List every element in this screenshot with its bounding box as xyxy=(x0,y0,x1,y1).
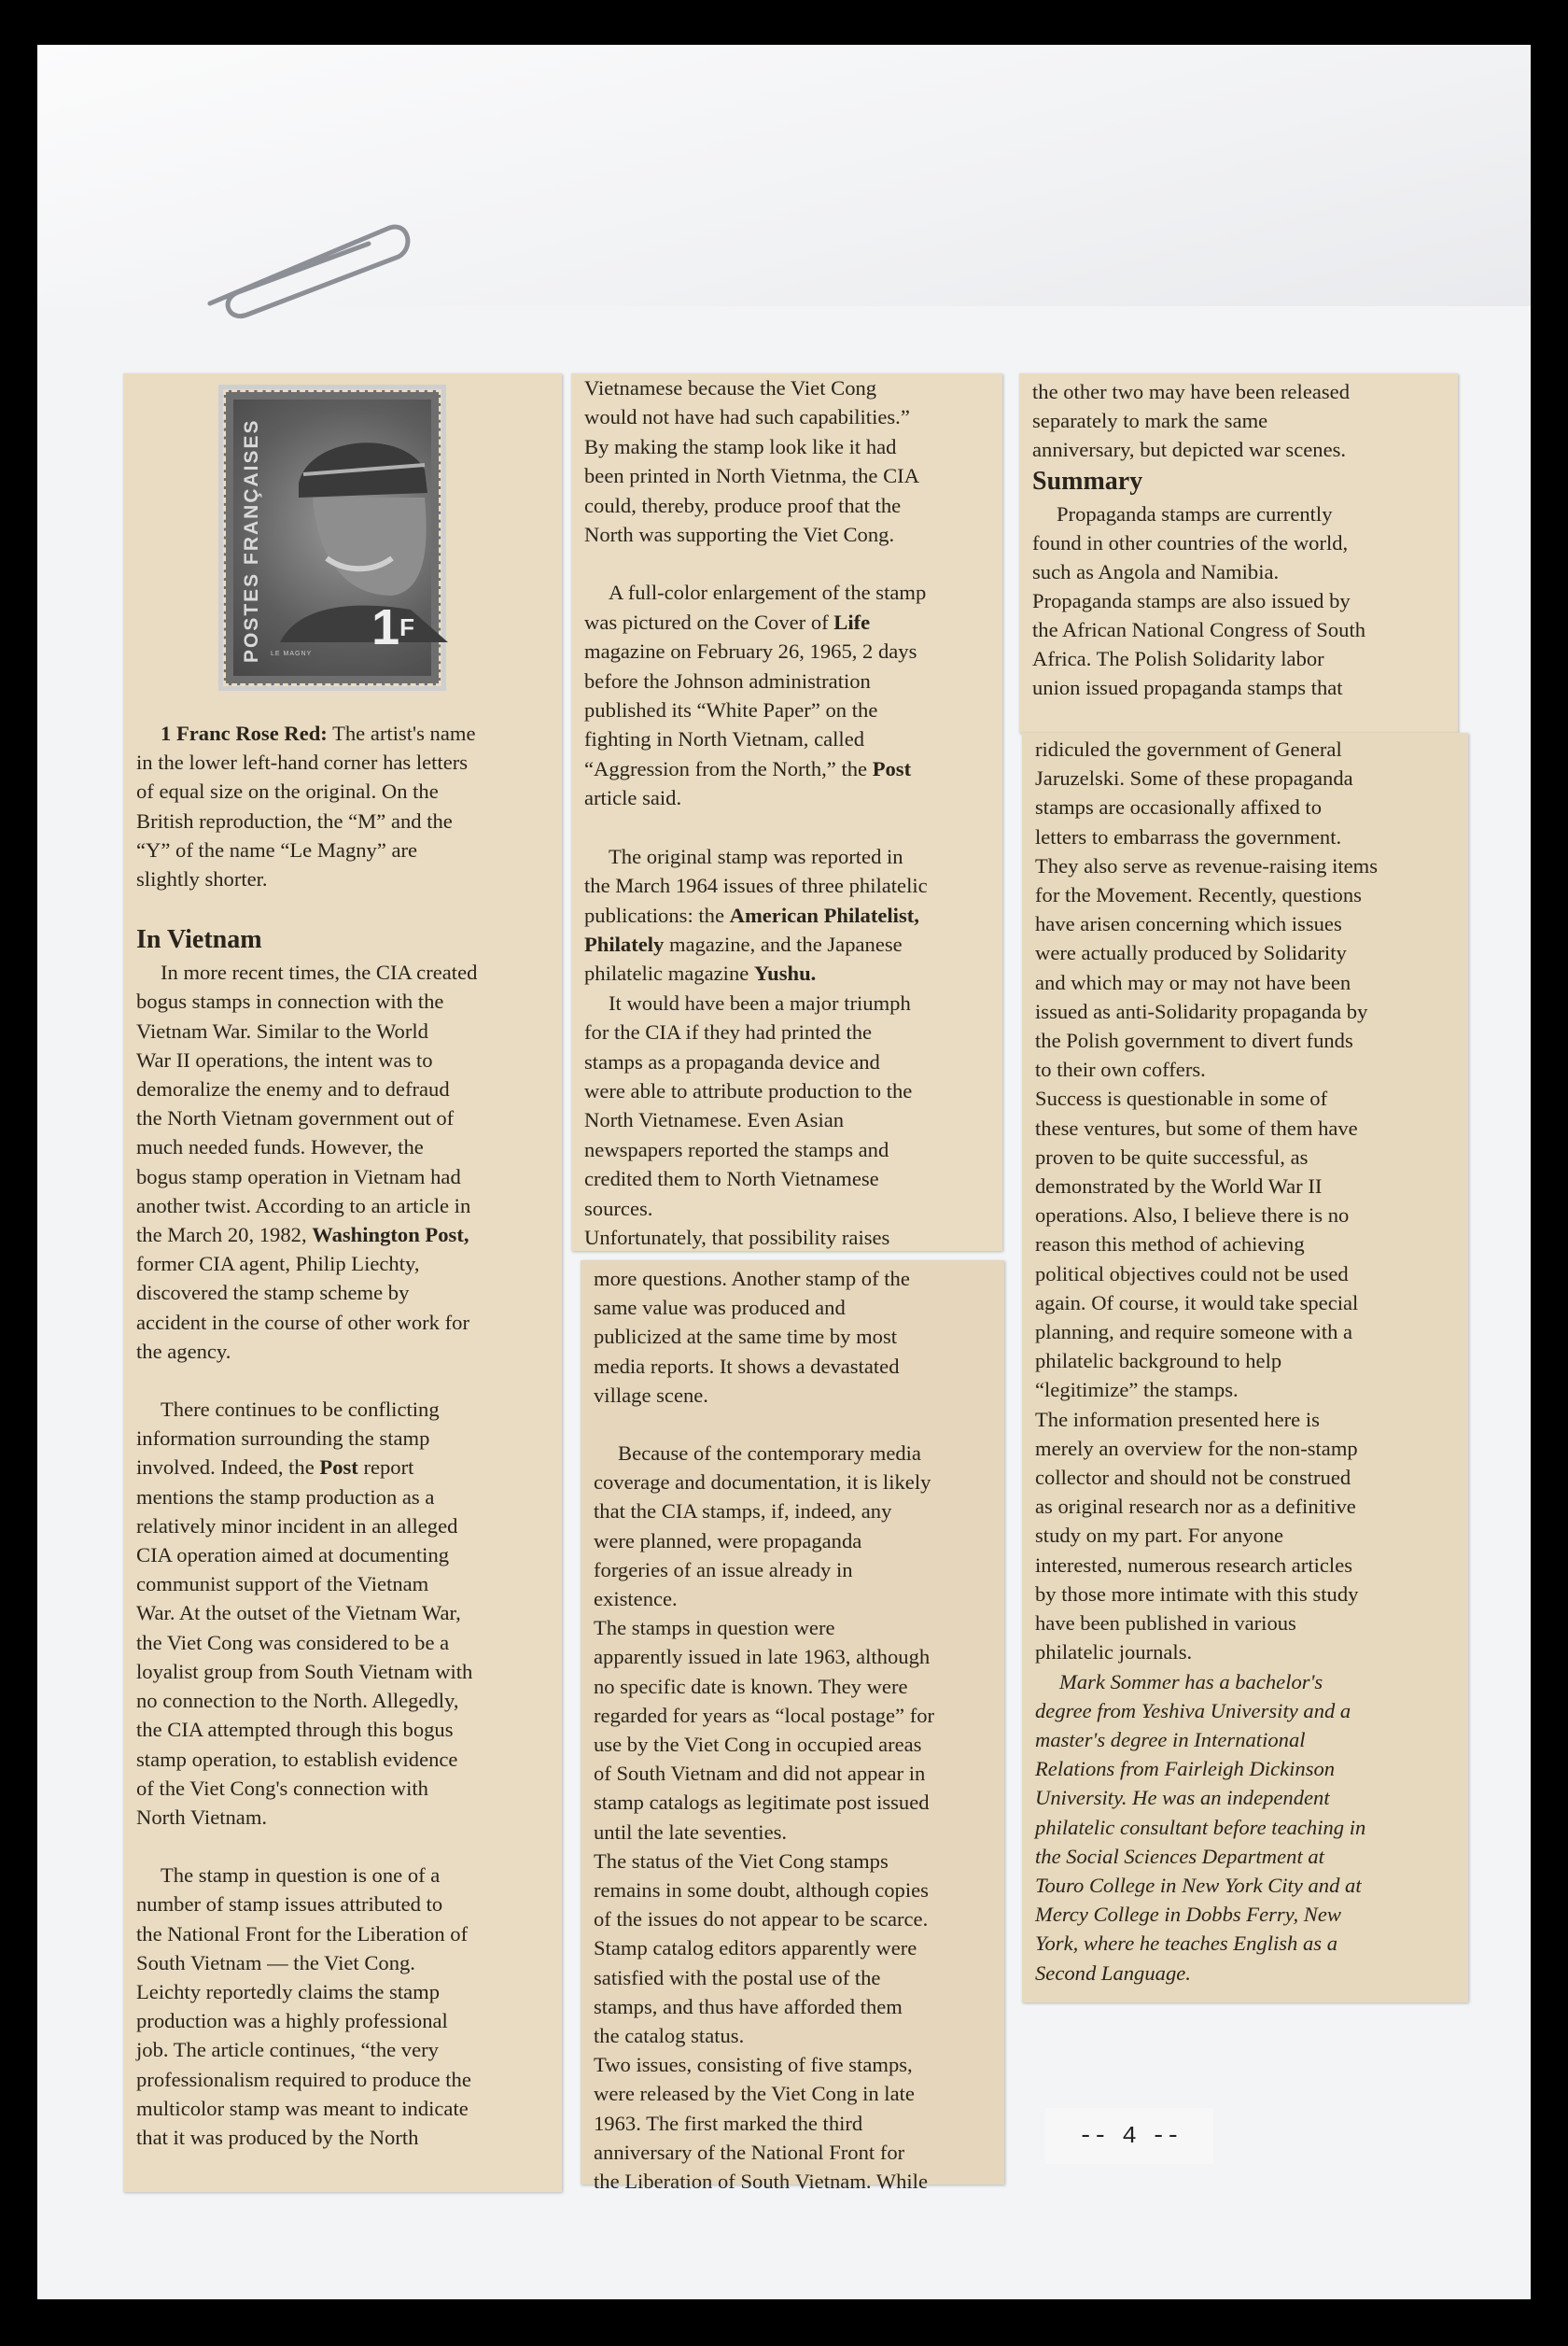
text-line: There continues to be conflicting xyxy=(161,1398,440,1422)
paragraph xyxy=(594,1264,991,1410)
paragraph: A full-color enlargement of the stamp was pictured on the Cover of Life magazine on February 26, 1965, 2 days before the Johnson administration published its “White Paper” on the fighting in North Vietnam, called “Aggression from the North,” the Post article said. xyxy=(584,581,927,810)
author-bio xyxy=(1035,1667,1455,1988)
text-line: professionalism required to produce the xyxy=(136,2067,471,2091)
text-line: Africa. The Polish Solidarity labor xyxy=(1032,647,1324,670)
text-line: University. He was an independent xyxy=(1035,1786,1330,1810)
text-line: that the CIA stamps, if, indeed, any xyxy=(594,1499,892,1524)
stamp-portrait xyxy=(233,400,431,676)
text-line: job. The article continues, “the very xyxy=(136,2038,439,2062)
text-line: were planned, were propaganda xyxy=(594,1528,862,1552)
text-line: bogus stamp operation in Vietnam had xyxy=(136,1164,461,1188)
text-line: interested, numerous research articles xyxy=(1035,1552,1353,1577)
text-line: separately to mark the same xyxy=(1032,409,1268,432)
text-line: “legitimize” the stamps. xyxy=(1035,1378,1239,1402)
text-line: more questions. Another stamp of the xyxy=(594,1267,910,1290)
text-line: no connection to the North. Allegedly, xyxy=(136,1689,459,1713)
text-line: of the issues do not appear to be scarce. xyxy=(594,1907,929,1932)
text-line: magazine, and the Japanese xyxy=(664,932,903,956)
text-line: Mercy College in Dobbs Ferry, New xyxy=(1035,1903,1341,1927)
text-line: By making the stamp look like it had xyxy=(584,434,897,458)
text-line: information surrounding the stamp xyxy=(136,1426,430,1451)
text-line: philatelic journals. xyxy=(1035,1640,1193,1665)
stamp-caption: 1 Franc Rose Red: The artist's name in the lower left-hand corner has letters of equal size on the original. On the British reproduction, the “M” and the “Y” of the name “Le Magny” are slightly shorter. xyxy=(136,722,476,892)
text-line: multicolor stamp was meant to indicate xyxy=(136,2096,469,2120)
text-line: stamps as a propaganda device and xyxy=(584,1049,880,1074)
text-line: credited them to North Vietnamese xyxy=(584,1167,879,1191)
text-line: regarded for years as “local postage” for xyxy=(594,1703,935,1727)
stamp-artist: LE MAGNY xyxy=(271,650,313,657)
text-line: the catalog status. xyxy=(594,2024,745,2048)
text-line: have been published in various xyxy=(1035,1611,1296,1636)
text-line: have arisen concerning which issues xyxy=(1035,912,1342,936)
text-line: such as Angola and Namibia. xyxy=(1032,560,1280,583)
text-line: these ventures, but some of them have xyxy=(1035,1116,1358,1140)
text-line: publications: the xyxy=(584,903,730,927)
text-line: demonstrated by the World War II xyxy=(1035,1174,1323,1199)
text-line: The original stamp was reported in xyxy=(609,844,903,868)
text-line: communist support of the Vietnam xyxy=(136,1572,429,1596)
text-line: stamp catalogs as legitimate post issued xyxy=(594,1791,930,1815)
text-line: British reproduction, the “M” and the xyxy=(136,808,453,833)
text-line: Propaganda stamps are currently xyxy=(1057,502,1333,526)
paragraph xyxy=(1032,377,1445,464)
text-line: The stamp in question is one of a xyxy=(161,1863,441,1888)
text-line: could, thereby, produce proof that the xyxy=(584,493,902,517)
text-line: existence. xyxy=(594,1587,678,1611)
text-line: publicized at the same time by most xyxy=(594,1325,898,1349)
text-line: the North Vietnam government out of xyxy=(136,1106,455,1131)
text-line: study on my part. For anyone xyxy=(1035,1524,1284,1548)
text-line: demoralize the enemy and to defraud xyxy=(136,1077,450,1102)
text-line: “Aggression from the North,” the xyxy=(584,756,873,780)
paragraph xyxy=(1035,735,1455,1667)
text-line: anniversary, but depicted war scenes. xyxy=(1032,438,1347,461)
text-line: were actually produced by Solidarity xyxy=(1035,941,1347,965)
text-line: collector and should not be construed xyxy=(1035,1466,1351,1490)
text-line: philatelic magazine xyxy=(584,962,754,986)
text-line: operations. Also, I believe there is no xyxy=(1035,1203,1350,1228)
text-line: was pictured on the Cover of xyxy=(584,610,834,634)
text-line: 1963. The first marked the third xyxy=(594,2111,863,2135)
paragraph xyxy=(584,989,989,1253)
text-line: the March 20, 1982, xyxy=(136,1223,313,1247)
text-line: philatelic consultant before teaching in xyxy=(1035,1815,1366,1839)
text-line: Because of the contemporary media xyxy=(618,1441,921,1466)
text-line: The information presented here is xyxy=(1035,1407,1320,1431)
text-line: discovered the stamp scheme by xyxy=(136,1281,410,1305)
paragraph xyxy=(136,1861,549,2152)
text-line: War II operations, the intent was to xyxy=(136,1047,433,1072)
text-line: Mark Sommer has a bachelor's xyxy=(1059,1669,1323,1693)
stamp-image xyxy=(218,385,446,691)
text-line: Jaruzelski. Some of these propaganda xyxy=(1035,766,1353,791)
text-line: issued as anti-Solidarity propaganda by xyxy=(1035,999,1368,1023)
text-line: letters to embarrass the government. xyxy=(1035,824,1342,849)
stamp-value: $1^F$ xyxy=(371,598,414,655)
text-line: Two issues, consisting of five stamps, xyxy=(594,2053,913,2077)
text-line: degree from Yeshiva University and a xyxy=(1035,1698,1351,1722)
text-line: York, where he teaches English as a xyxy=(1035,1932,1338,1956)
text-line: “Y” of the name “Le Magny” are xyxy=(136,837,418,862)
text-line: North was supporting the Viet Cong. xyxy=(584,523,895,547)
paperclip-icon xyxy=(191,210,415,322)
article-column-3 xyxy=(1019,373,1458,733)
text-line: village scene. xyxy=(594,1383,708,1407)
text-line: Vietnam War. Similar to the World xyxy=(136,1018,428,1043)
text-line: to their own coffers. xyxy=(1035,1058,1206,1082)
text-line: much needed funds. However, the xyxy=(136,1135,424,1159)
text-line: been printed in North Vietnma, the CIA xyxy=(584,464,920,488)
text-line: former CIA agent, Philip Liechty, xyxy=(136,1252,420,1276)
text-line: ridiculed the government of General xyxy=(1035,738,1342,761)
stamp-country: POSTES FRANÇAISES xyxy=(241,418,262,663)
text-line: The status of the Viet Cong stamps xyxy=(594,1848,889,1873)
text-line: Touro College in New York City and at xyxy=(1035,1873,1362,1897)
text-line: stamps are occasionally affixed to xyxy=(1035,795,1323,820)
text-line: philatelic background to help xyxy=(1035,1349,1282,1373)
text-line: loyalist group from South Vietnam with xyxy=(136,1659,473,1683)
paragraph: The original stamp was reported in the March 1964 issues of three philatelic publications: the American Philatelist, Philately magazine, and the Japanese philatelic magazine Yushu. xyxy=(584,844,928,986)
text-line: In more recent times, the CIA created xyxy=(161,961,478,985)
article-column-1 xyxy=(123,373,562,2192)
text-line: report xyxy=(357,1455,414,1480)
text-line: Success is questionable in some of xyxy=(1035,1087,1328,1111)
text-line: anniversary of the National Front for xyxy=(594,2140,905,2164)
text-line: that it was produced by the North xyxy=(136,2125,419,2149)
text-line: stamp operation, to establish evidence xyxy=(136,1747,458,1771)
text-line: of the Viet Cong's connection with xyxy=(136,1776,428,1800)
text-line: were able to attribute production to the xyxy=(584,1078,913,1103)
text-line: Second Language. xyxy=(1035,1960,1191,1985)
text-line: the Viet Cong was considered to be a xyxy=(136,1630,450,1654)
text-line: Relations from Fairleigh Dickinson xyxy=(1035,1757,1336,1781)
text-line: A full-color enlargement of the stamp xyxy=(609,581,927,605)
text-line: North Vietnamese. Even Asian xyxy=(584,1108,845,1132)
text-line: political objectives could not be used xyxy=(1035,1261,1349,1285)
text-line: mentions the stamp production as a xyxy=(136,1484,435,1509)
text-line: involved. Indeed, the xyxy=(136,1455,320,1480)
text-line: in the lower left-hand corner has letters xyxy=(136,751,469,775)
article-column-2b xyxy=(581,1260,1004,2194)
text-line: use by the Viet Cong in occupied areas xyxy=(594,1733,922,1757)
article-column-2 xyxy=(571,373,1002,1251)
text-line: merely an overview for the non-stamp xyxy=(1035,1436,1358,1460)
text-line: stamps, and thus have afforded them xyxy=(594,1994,903,2018)
text-line: Propaganda stamps are also issued by xyxy=(1032,589,1351,612)
text-line: newspapers reported the stamps and xyxy=(584,1137,889,1161)
text-line: the CIA attempted through this bogus xyxy=(136,1718,454,1742)
text-line: It would have been a major triumph xyxy=(609,990,911,1015)
text-line: remains in some doubt, although copies xyxy=(594,1878,929,1903)
text-line: the National Front for the Liberation of xyxy=(136,1921,469,1946)
section-heading-summary: Summary xyxy=(1032,467,1143,496)
text-line: bogus stamps in connection with the xyxy=(136,990,444,1014)
text-line: coverage and documentation, it is likely xyxy=(594,1470,931,1495)
text-line: planning, and require someone with a xyxy=(1035,1320,1353,1344)
text-line: forgeries of an issue already in xyxy=(594,1557,853,1581)
text-line: found in other countries of the world, xyxy=(1032,531,1349,555)
text-line: the other two may have been released xyxy=(1032,380,1351,403)
article-column-3b xyxy=(1022,733,1468,2002)
text-line: apparently issued in late 1963, although xyxy=(594,1645,931,1669)
text-line: North Vietnam. xyxy=(136,1805,268,1829)
text-line: sources. xyxy=(584,1196,653,1220)
text-line: media reports. It shows a devastated xyxy=(594,1354,900,1378)
text-line: Unfortunately, that possibility raises xyxy=(584,1225,890,1249)
text-line: The artist's name xyxy=(327,722,476,745)
text-line: another twist. According to an article in xyxy=(136,1193,471,1217)
paragraph: In more recent times, the CIA created bogus stamps in connection with the Vietnam War. Similar to the World War II operations, the intent was to demoralize the enemy and to defraud the North Vietnam government out of much needed funds. However, the bogus stamp operation in Vietnam had another twist. According to an article in the March 20, 1982, Washington Post, former CIA agent, Philip Liechty, discovered the stamp scheme by accident in the course of other work for the agency. xyxy=(136,961,478,1363)
text-line: published its “White Paper” on the xyxy=(584,698,878,723)
text-line: would not have had such capabilities.” xyxy=(584,405,910,429)
text-line: the Liberation of South Vietnam. While xyxy=(594,2170,928,2194)
text-line: magazine on February 26, 1965, 2 days xyxy=(584,639,917,664)
text-line: by those more intimate with this study xyxy=(1035,1581,1359,1606)
text-line: reason this method of achieving xyxy=(1035,1232,1305,1257)
text-line: Leichty reportedly claims the stamp xyxy=(136,1979,440,2003)
text-line: for the Movement. Recently, questions xyxy=(1035,883,1362,907)
text-line: before the Johnson administration xyxy=(584,668,871,693)
text-line: accident in the course of other work for xyxy=(136,1310,469,1334)
text-line: of South Vietnam and did not appear in xyxy=(594,1762,926,1786)
text-line: They also serve as revenue-raising items xyxy=(1035,853,1379,878)
text-line: slightly shorter. xyxy=(136,867,268,892)
text-line: CIA operation aimed at documenting xyxy=(136,1543,450,1567)
text-line: the Social Sciences Department at xyxy=(1035,1844,1324,1868)
text-line: Vietnamese because the Viet Cong xyxy=(584,376,877,400)
paragraph: There continues to be conflicting information surrounding the stamp involved. Indeed, the Post report mentions the stamp production as a relatively minor incident in an alleged CIA operation aimed at documenting communist support of the Vietnam War. At the outset of the Vietnam War, the Viet Cong was considered to be a loyalist group from South Vietnam with no connection to the North. Allegedly, the CIA attempted through this bogus stamp operation, to establish evidence of the Viet Cong's connection with North Vietnam. xyxy=(136,1398,473,1829)
text-line: Stamp catalog editors apparently were xyxy=(594,1936,917,1960)
text-line: master's degree in International xyxy=(1035,1727,1306,1751)
text-line: the African National Congress of South xyxy=(1032,618,1366,641)
text-line: no specific date is known. They were xyxy=(594,1674,908,1698)
text-line: number of stamp issues attributed to xyxy=(136,1892,443,1917)
text-line: of equal size on the original. On the xyxy=(136,780,439,804)
page-number: -- 4 -- xyxy=(1045,2108,1213,2164)
text-line: South Vietnam — the Viet Cong. xyxy=(136,1950,415,1974)
text-line: the Polish government to divert funds xyxy=(1035,1029,1353,1053)
text-line: relatively minor incident in an alleged xyxy=(136,1513,458,1538)
text-line: and which may or may not have been xyxy=(1035,970,1351,994)
text-line: were released by the Viet Cong in late xyxy=(594,2082,915,2106)
text-line: proven to be quite successful, as xyxy=(1035,1145,1309,1169)
paragraph xyxy=(594,1439,991,2196)
section-heading-vietnam: In Vietnam xyxy=(136,925,262,955)
text-line: again. Of course, it would take special xyxy=(1035,1290,1359,1314)
text-line: fighting in North Vietnam, called xyxy=(584,727,865,752)
paragraph xyxy=(584,373,989,549)
text-line: the agency. xyxy=(136,1339,231,1363)
text-line: satisfied with the postal use of the xyxy=(594,1965,881,1989)
text-line: War. At the outset of the Vietnam War, xyxy=(136,1601,461,1625)
text-line: until the late seventies. xyxy=(594,1819,788,1844)
text-line: union issued propaganda stamps that xyxy=(1032,676,1343,699)
text-line: The stamps in question were xyxy=(594,1616,835,1640)
text-line: the March 1964 issues of three philatelic xyxy=(584,874,928,898)
paragraph xyxy=(1032,499,1445,702)
text-line: as original research nor as a definitive xyxy=(1035,1495,1356,1519)
text-line: same value was produced and xyxy=(594,1296,846,1320)
text-line: production was a highly professional xyxy=(136,2009,448,2033)
text-line: for the CIA if they had printed the xyxy=(584,1020,873,1045)
